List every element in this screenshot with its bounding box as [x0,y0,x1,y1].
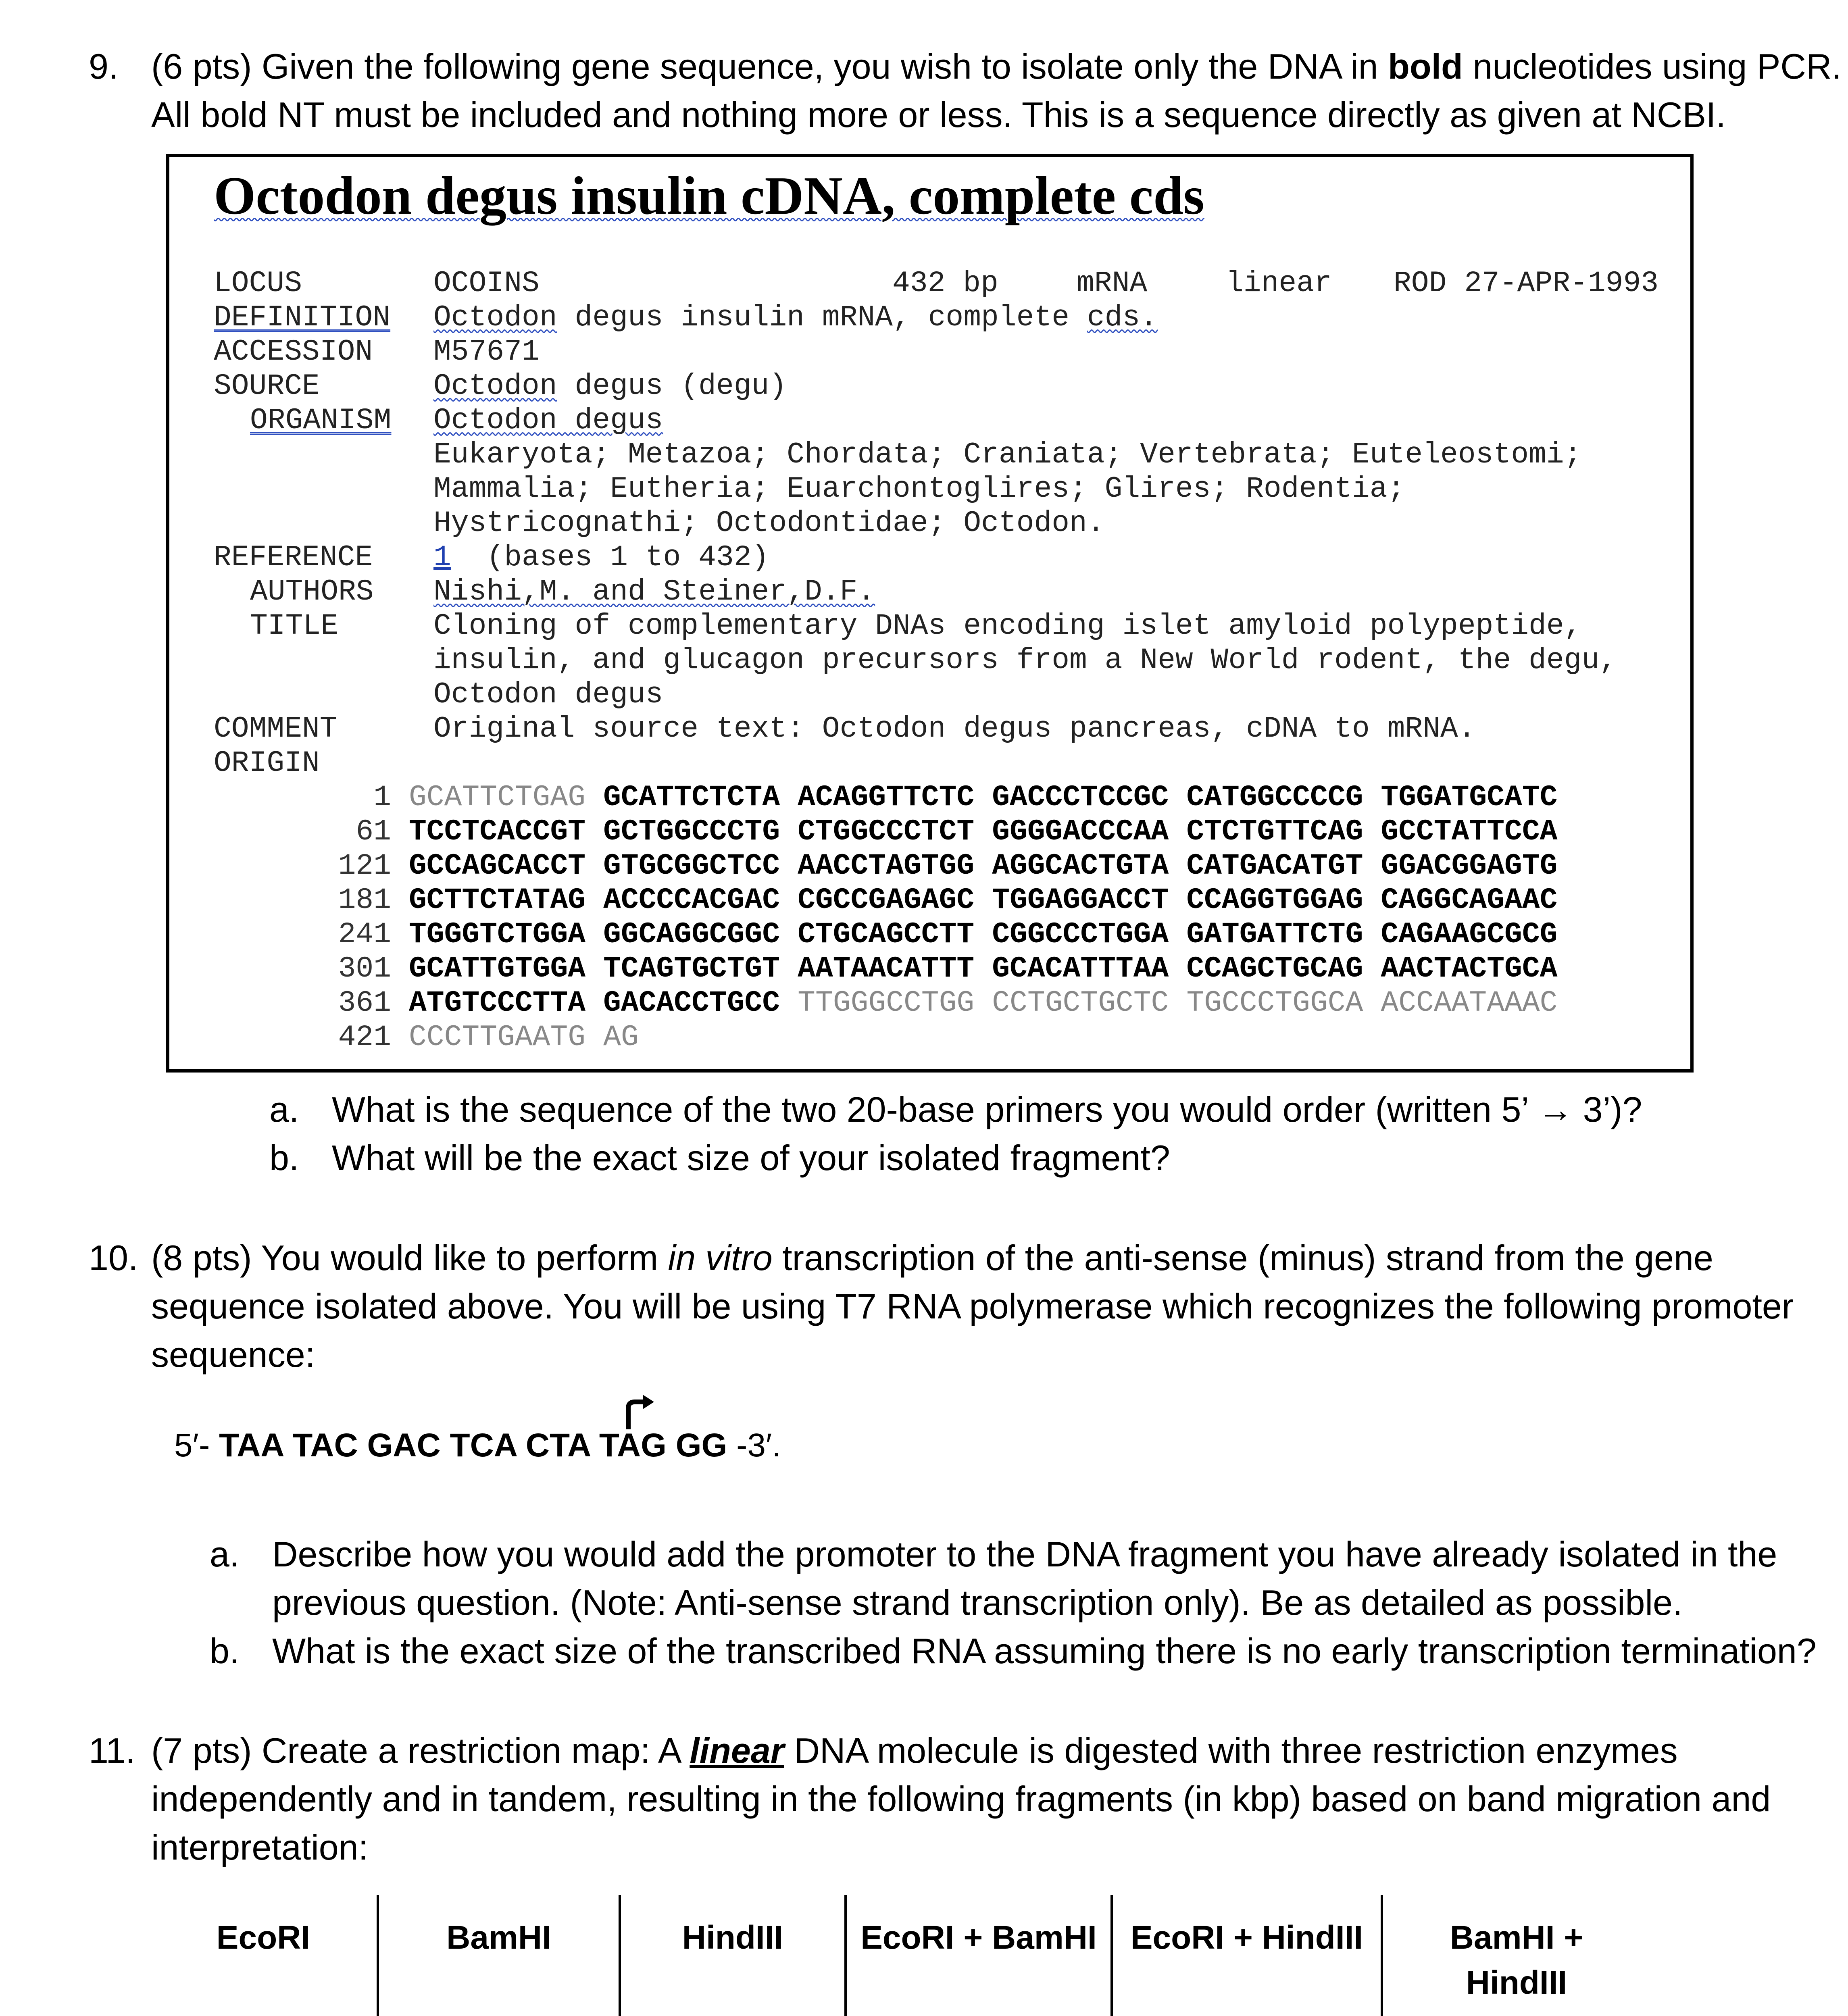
bold-emphasis: bold [1388,46,1463,86]
sequence-position: 121 [338,849,391,883]
column-header: BamHI [378,1895,620,2016]
sequence-position: 181 [338,883,391,917]
accession-value: M57671 [433,335,540,369]
bold-nucleotide-group: AACCTAGTGG [798,849,975,883]
definition-text: Octodon degus insulin mRNA, complete cds. [433,301,1158,334]
question-text-line: (6 pts) Given the following gene sequence, you wish to isolate only the DNA in bold nucleotides using PCR. [151,46,1842,86]
bold-nucleotide-group: CGCCGAGAGC [798,883,975,917]
origin-label: ORIGIN [214,746,320,780]
column-header: HindIII [620,1895,846,2016]
sequence-row [315,780,1557,814]
reference-title-line: Cloning of complementary DNAs encoding islet amyloid polypeptide, [433,609,1582,643]
sequence-position: 361 [338,986,391,1020]
question-number: 10. [89,1238,138,1278]
bold-nucleotide-group: TGGGTCTGGA [409,918,586,951]
question-text-line: All bold NT must be included and nothing more or less. This is a sequence directly as given at NCBI. [151,95,1726,135]
reference-label: REFERENCE [214,541,373,574]
locus-moltype: mRNA [1077,267,1148,300]
sequence-position: 1 [373,781,391,814]
bold-nucleotide-group: CAGAAGCGCG [1381,918,1558,951]
title-label: TITLE [250,609,339,643]
bold-nucleotide-group: GGCAGGCGGC [603,918,780,951]
bold-nucleotide-group: GCTGGCCCTG [603,815,780,848]
bold-nucleotide-group: ATGTCCCTTA [409,986,586,1020]
sequence-position: 301 [338,952,391,985]
fragment-table [150,1895,1650,2016]
comment-label: COMMENT [214,712,338,746]
definition-label: DEFINITION [214,301,391,334]
accession-label: ACCESSION [214,335,373,369]
organism-label: ORGANISM [250,404,392,437]
bold-nucleotide-group: GGGGACCCAA [992,815,1169,848]
bold-nucleotide-group: CCAGGTGGAG [1186,883,1363,917]
sequence-row [315,883,1557,917]
taxonomy-line: Hystricognathi; Octodontidae; Octodon. [433,506,1105,540]
taxonomy-line: Mammalia; Eutheria; Euarchontoglires; Glires; Rodentia; [433,472,1405,506]
bold-nucleotide-group: TCCTCACCGT [409,815,586,848]
bold-nucleotide-group: GCTTCTATAG [409,883,586,917]
sequence-position: 421 [338,1020,391,1054]
question-number: 11. [89,1731,135,1770]
column-header: EcoRI + HindIII [1112,1895,1382,2016]
bold-nucleotide-group: GACCCTCCGC [992,781,1169,814]
locus-length: 432 bp [892,267,998,300]
bold-nucleotide-group: GCATTCTCTA [603,781,780,814]
nucleotide-group: CCTGCTGCTC [992,986,1169,1020]
ncbi-record-title: Octodon degus insulin cDNA, complete cds [214,166,1204,225]
reference-value: 1 (bases 1 to 432) [433,541,769,574]
bold-nucleotide-group: CCAGCTGCAG [1186,952,1363,985]
organism-value: Octodon degus [433,404,663,437]
question-text-line: (7 pts) Create a restriction map: A linear DNA molecule is digested with three restriction enzymes [151,1731,1678,1770]
column-header: EcoRI + BamHI [846,1895,1112,2016]
column-header: BamHI + HindIII [1382,1895,1650,2016]
bold-nucleotide-group: CTGCAGCCTT [798,918,975,951]
bold-nucleotide-group: GACACCTGCC [603,986,780,1020]
question-text-line: (8 pts) You would like to perform in vitro transcription of the anti-sense (minus) strand from the gene [151,1238,1713,1278]
question-text-line: independently and in tandem, resulting in the following fragments (in kbp) based on band migration and [151,1779,1771,1819]
question-text-line: interpretation: [151,1827,369,1867]
sequence-row [315,814,1557,849]
comment-value: Original source text: Octodon degus pancreas, cDNA to mRNA. [433,712,1476,746]
locus-label: LOCUS [214,267,302,300]
reference-title-line: Octodon degus [433,678,663,711]
sequence-position: 241 [338,918,391,951]
linear-emphasis: linear [690,1731,784,1770]
sequence-row [315,849,1557,883]
bold-nucleotide-group: TCAGTGCTGT [603,952,780,985]
sequence-row [315,986,1557,1020]
question-11 [89,1727,1823,1872]
sequence-row [315,917,1557,952]
bold-nucleotide-group: CTCTGTTCAG [1186,815,1363,848]
bold-nucleotide-group: CTGGCCCTCT [798,815,975,848]
bold-nucleotide-group: GGACGGAGTG [1381,849,1558,883]
sequence-position: 61 [356,815,391,848]
nucleotide-group: TTGGGCCTGG [798,986,975,1020]
ncbi-record-box [166,154,1694,1073]
bold-nucleotide-group: GCACATTTAA [992,952,1169,985]
bold-nucleotide-group: CAGGCAGAAC [1381,883,1558,917]
bold-nucleotide-group: TGGATGCATC [1381,781,1558,814]
column-header: EcoRI [216,1919,310,1956]
question-text-line: sequence isolated above. You will be using T7 RNA polymerase which recognizes the following promoter [151,1286,1794,1326]
bold-nucleotide-group: GATGATTCTG [1186,918,1363,951]
locus-topology: linear [1226,267,1332,300]
bold-nucleotide-group: GCCTATTCCA [1381,815,1558,848]
nucleotide-group: ACCAATAAAC [1381,986,1558,1020]
bold-nucleotide-group: GCCAGCACCT [409,849,586,883]
nucleotide-group: GCATTCTGAG [409,781,586,814]
taxonomy-line: Eukaryota; Metazoa; Chordata; Craniata; Vertebrata; Euteleostomi; [433,438,1582,471]
sequence-row [315,952,1557,986]
bold-nucleotide-group: AGGCACTGTA [992,849,1169,883]
authors-label: AUTHORS [250,575,374,608]
source-value: Octodon degus (degu) [433,369,787,403]
bold-nucleotide-group: ACCCCACGAC [603,883,780,917]
nucleotide-group: AG [603,1020,639,1054]
bold-nucleotide-group: CATGACATGT [1186,849,1363,883]
nucleotide-group: CCCTTGAATG [409,1020,586,1054]
question-9 [89,42,1842,139]
locus-division-date: ROD 27-APR-1993 [1394,267,1659,300]
bold-nucleotide-group: CGGCCCTGGA [992,918,1169,951]
source-label: SOURCE [214,369,320,403]
italic-emphasis: in vitro [668,1238,773,1278]
bold-nucleotide-group: TGGAGGACCT [992,883,1169,917]
sequence-row [315,1020,639,1054]
table-header-row [150,1895,1650,2016]
t7-promoter-sequence: 5′- TAA TAC GAC TCA CTA TAG GG -3′. [174,1427,781,1464]
bold-nucleotide-group: CATGGCCCCG [1186,781,1363,814]
bold-nucleotide-group: GCATTGTGGA [409,952,586,985]
question-10 [89,1234,1823,1379]
bold-nucleotide-group: GTGCGGCTCC [603,849,780,883]
question-number: 9. [89,46,119,86]
nucleotide-group: TGCCCTGGCA [1186,986,1363,1020]
reference-title-line: insulin, and glucagon precursors from a New World rodent, the degu, [433,644,1617,677]
question-text-line: sequence: [151,1335,315,1375]
restriction-digest-table [150,1895,1650,2016]
authors-value: Nishi,M. and Steiner,D.F. [433,575,875,608]
bold-nucleotide-group: AATAACATTT [798,952,975,985]
bold-nucleotide-group: ACAGGTTCTC [798,781,975,814]
bold-nucleotide-group: AACTACTGCA [1381,952,1558,985]
locus-name: OCOINS [433,267,540,300]
